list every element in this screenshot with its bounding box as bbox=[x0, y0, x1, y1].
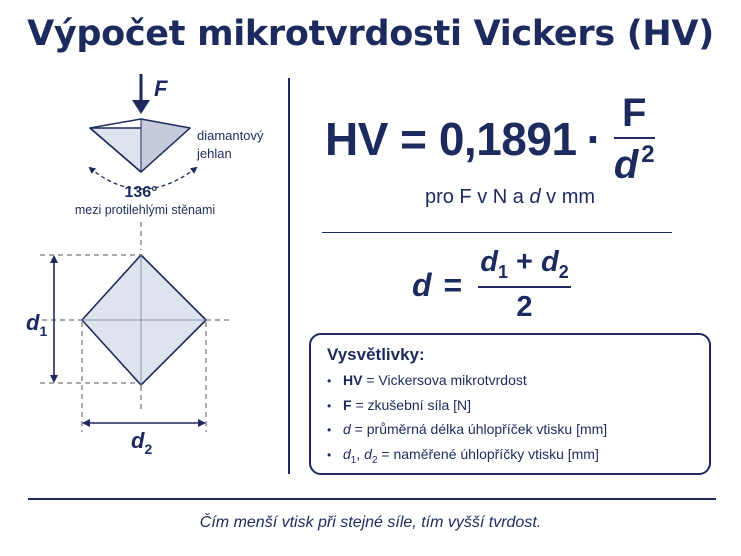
fraction-numerator: $d_1 + d_2$ bbox=[480, 246, 569, 282]
page-title: Výpočet mikrotvrdosti Vickers (HV) bbox=[27, 14, 714, 54]
legend-title: Vysvětlivky: bbox=[327, 345, 425, 364]
legend-list bbox=[327, 369, 695, 472]
legend-item: • d = průměrná délka úhlopříček vtisku [mm] bbox=[327, 421, 608, 437]
fraction-numerator: F bbox=[622, 91, 647, 135]
legend-item: • $d_1$, $d_2$ = naměřené úhlopříčky vtisku [mm] bbox=[327, 445, 599, 466]
vickers-indentation-diagram bbox=[0, 0, 290, 480]
units-note: pro F v N a d v mm bbox=[424, 186, 596, 208]
indenter-label-line1: diamantový bbox=[197, 128, 264, 143]
mean-diagonal-fraction bbox=[478, 248, 571, 322]
force-arrow bbox=[132, 74, 150, 114]
fraction-denominator: 2 bbox=[516, 290, 533, 323]
hv-formula-lhs: HV = 0,1891 bbox=[325, 113, 577, 165]
footer-divider bbox=[28, 498, 716, 500]
footer-note: Čím menší vtisk při stejné síle, tím vyšší tvrdost. bbox=[199, 514, 542, 531]
angle-label: 136° bbox=[124, 184, 158, 201]
diamond-indenter-icon bbox=[90, 119, 190, 172]
equals-sign: = bbox=[443, 266, 463, 303]
exponent: 2 bbox=[641, 141, 655, 168]
d-formula bbox=[412, 246, 571, 324]
legend-item: • F = zkušební síla [N] bbox=[327, 396, 472, 413]
horizontal-divider bbox=[322, 232, 672, 233]
hv-formula bbox=[325, 84, 655, 194]
fraction-denominator: d $^2$ bbox=[613, 141, 655, 187]
force-label: F bbox=[154, 76, 168, 101]
d1-label: $d_1$ bbox=[26, 310, 48, 339]
d2-label: $d_2$ bbox=[131, 428, 153, 457]
legend-box bbox=[309, 333, 711, 475]
angle-caption: mezi protilehlými stěnami bbox=[74, 203, 216, 217]
vertical-divider bbox=[288, 78, 290, 474]
multiply-dot: · bbox=[586, 113, 602, 165]
indenter-label-line2: jehlan bbox=[197, 146, 232, 161]
legend-item: • HV = Vickersova mikrotvrdost bbox=[327, 372, 527, 388]
d-formula-lhs: d bbox=[412, 266, 432, 303]
force-over-d-squared bbox=[614, 93, 655, 185]
indentation-imprint bbox=[82, 255, 206, 385]
